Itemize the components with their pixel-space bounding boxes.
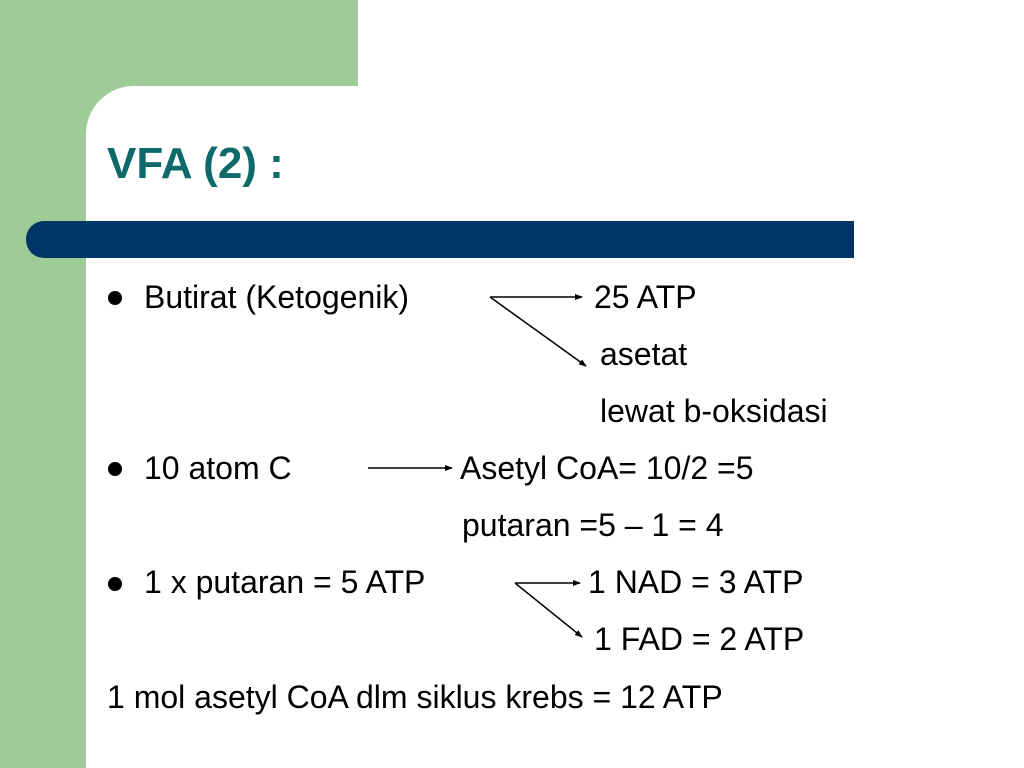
asetat-text: asetat [600,336,688,372]
content-panel [86,86,1024,768]
mol-asetyl-coa-text: 1 mol asetyl CoA dlm siklus krebs = 12 ATP [107,679,723,715]
bullet-icon [108,291,122,305]
lewat-b-oksidasi-text: lewat b-oksidasi [600,393,828,429]
putaran-atp-text: 1 x putaran = 5 ATP [144,564,426,600]
nad-atp-text: 1 NAD = 3 ATP [588,564,804,600]
putaran-text: putaran =5 – 1 = 4 [462,507,724,543]
bullet-icon [108,462,122,476]
decorative-green-strip [0,86,86,768]
atp-25-text: 25 ATP [594,279,697,315]
title-underline-bar [26,221,854,258]
asetyl-coa-text: Asetyl CoA= 10/2 =5 [460,450,754,486]
atom-c-text: 10 atom C [144,450,292,486]
butirat-text: Butirat (Ketogenik) [144,279,410,315]
bullet-icon [108,577,122,591]
fad-atp-text: 1 FAD = 2 ATP [594,621,805,657]
slide-title: VFA (2) : [107,139,284,188]
